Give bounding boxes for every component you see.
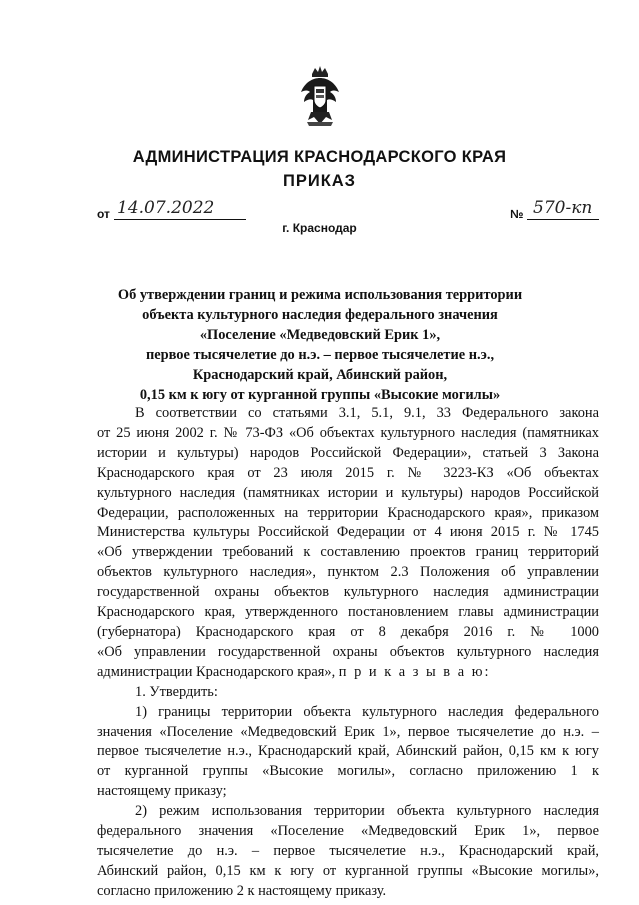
- body-line: настоящему приказу;: [97, 783, 227, 800]
- body-line: от курганной группы «Высокие могилы», согласно приложению 1 к: [97, 763, 599, 780]
- body-line: от 25 июня 2002 г. № 73-ФЗ «Об объектах культурного наследия (памятниках: [97, 424, 599, 441]
- body-line: (губернатора) Краснодарского края от 8 декабря 2016 г. № 1000: [97, 623, 599, 640]
- body-line: 1) границы территории объекта культурного наследия федерального: [135, 703, 599, 720]
- body-line: Министерства культуры Российской Федерации от 4 июня 2015 г. № 1745: [97, 524, 599, 541]
- body-line: Краснодарского края от 23 июля 2015 г. № 3223-КЗ «Об объектах: [97, 464, 599, 481]
- heading-line: объекта культурного наследия федерального значения: [142, 306, 498, 323]
- heading-line: Об утверждении границ и режима использования территории: [117, 287, 523, 303]
- number-handwritten: 570-кп: [533, 198, 593, 218]
- body-line: «Об управлении государственной охраны объектов культурного наследия: [97, 643, 599, 660]
- body-line: значения «Поселение «Медведовский Ерик 1», первое тысячелетие до н.э. –: [97, 723, 599, 740]
- date-handwritten: 14.07.2022: [117, 198, 215, 218]
- body-line: Краснодарского края, утвержденного постановлением главы администрации: [97, 604, 599, 621]
- item-1: 1. Утвердить:: [135, 683, 218, 700]
- body-line: культурного наследия (памятниках истории и культуры) народов Российской: [97, 484, 599, 501]
- body-line: объектов культурного наследия», пунктом 2.3 Положения об управлении: [97, 564, 599, 581]
- body-line: первое тысячелетие н.э., Краснодарский край, Абинский район, 0,15 км к югу: [97, 743, 599, 760]
- body-line: тысячелетие до н.э. – первое тысячелетие н.э., Краснодарский край,: [97, 842, 599, 859]
- number-prefix: №: [510, 207, 524, 221]
- body-line: истории и культуры) народов Российской Федерации», статьей 3 Закона: [97, 444, 599, 461]
- body-line: В соответствии со статьями 3.1, 5.1, 9.1, 33 Федерального закона: [135, 405, 599, 421]
- body-line: 2) режим использования территории объекта культурного наследия: [135, 803, 599, 820]
- order-verb: п р и к а з ы в а ю:: [338, 663, 491, 680]
- document-type: ПРИКАЗ: [282, 172, 357, 190]
- body-line: [97, 663, 599, 683]
- heading-line: первое тысячелетие до н.э. – первое тысячелетие н.э.,: [145, 346, 495, 363]
- document-heading: [90, 286, 550, 405]
- date-prefix: от: [97, 207, 110, 221]
- date-underline: [114, 219, 246, 220]
- city-line: г. Краснодар: [282, 221, 357, 235]
- body-line: «Об утверждении требований к составлению проектов границ территорий: [97, 544, 599, 561]
- body-line: федерального значения «Поселение «Медведовский Ерик 1», первое: [97, 823, 599, 840]
- body-line: Федерации, расположенных на территории Краснодарского края», приказом: [97, 504, 599, 521]
- coat-of-arms-emblem: [299, 66, 341, 128]
- heading-line: 0,15 км к югу от курганной группы «Высокие могилы»: [139, 386, 501, 403]
- heading-line: «Поселение «Медведовский Ерик 1»,: [199, 326, 441, 343]
- number-underline: [527, 219, 599, 220]
- issuer-title: АДМИНИСТРАЦИЯ КРАСНОДАРСКОГО КРАЯ: [132, 148, 507, 166]
- document-body: [97, 404, 599, 902]
- body-line: Абинский район, 0,15 км к югу от курганной группы «Высокие могилы»,: [97, 862, 599, 879]
- body-line-text: администрации Краснодарского края»,: [97, 663, 336, 680]
- body-line: государственной охраны объектов культурного наследия администрации: [97, 584, 599, 601]
- heading-line: Краснодарский край, Абинский район,: [192, 366, 448, 383]
- body-line: согласно приложению 2 к настоящему приказу.: [97, 882, 387, 899]
